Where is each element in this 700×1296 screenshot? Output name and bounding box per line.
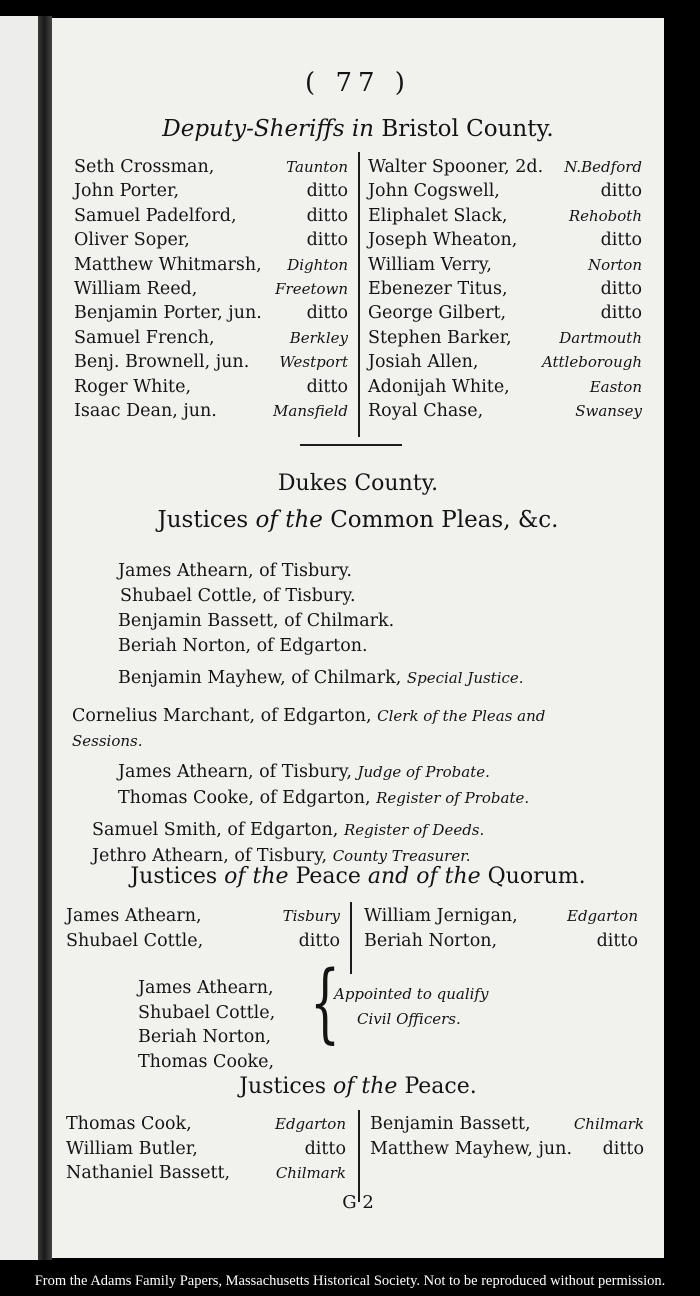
place-name: Taunton — [286, 158, 348, 176]
place-name: ditto — [600, 303, 642, 324]
register-deeds-line — [92, 822, 484, 840]
list-item: Beriah Norton, of Edgarton. — [118, 636, 368, 656]
book-page — [52, 18, 664, 1258]
person-name: Nathaniel Bassett, — [66, 1163, 231, 1183]
register-probate-line — [118, 790, 529, 808]
person-name: Beriah Norton, — [364, 930, 498, 951]
person-name: Roger White, — [74, 376, 192, 397]
person-name: Josiah Allen, — [368, 352, 479, 373]
table-row — [52, 277, 664, 301]
list-item: Shubael Cottle, of Tisbury. — [120, 586, 356, 606]
table-row — [52, 1137, 664, 1161]
person-name: Matthew Mayhew, jun. — [370, 1138, 573, 1159]
copyright-footer: From the Adams Family Papers, Massachusetts Historical Society. Not to be reproduced without permission. — [0, 1266, 700, 1296]
place-name: Edgarton — [567, 907, 638, 925]
person-name: Samuel French, — [74, 327, 215, 348]
book-gutter — [38, 16, 52, 1260]
person-name: James Athearn, of Tisbury, — [118, 762, 352, 782]
person-name: Samuel Padelford, — [74, 205, 237, 226]
county-heading: Dukes County. — [277, 471, 439, 496]
list-item: Thomas Cooke, — [138, 1051, 275, 1072]
person-name: Shubael Cottle, — [66, 930, 204, 951]
appointed-note: Appointed to qualify — [334, 985, 489, 1003]
peace-heading — [52, 1076, 664, 1098]
table-row — [52, 1112, 664, 1136]
curly-brace: { — [310, 953, 341, 1053]
place-name: ditto — [600, 230, 642, 251]
heading-word: Justices — [130, 864, 218, 889]
person-name: Cornelius Marchant, of Edgarton, — [72, 706, 372, 726]
heading-word: and of the — [367, 864, 481, 889]
table-row — [52, 399, 664, 423]
person-name: Walter Spooner, 2d. — [368, 157, 544, 177]
common-pleas-heading — [52, 509, 664, 532]
place-name: Mansfield — [273, 402, 348, 420]
person-name: George Gilbert, — [368, 303, 507, 324]
place-name: Edgarton — [275, 1115, 346, 1133]
place-name: Freetown — [275, 280, 348, 298]
person-name: Benj. Brownell, jun. — [74, 352, 250, 373]
list-item: Beriah Norton, — [138, 1027, 272, 1047]
person-name: William Jernigan, — [364, 906, 518, 926]
person-name: William Reed, — [74, 279, 198, 299]
heading-word: Common Pleas, &c. — [330, 507, 559, 533]
office-title: Judge of Probate. — [357, 763, 490, 781]
office-title: County Treasurer. — [332, 847, 471, 865]
judge-probate-line — [118, 764, 490, 782]
place-name: ditto — [600, 181, 642, 202]
person-name: John Cogswell, — [368, 181, 500, 202]
heading-word: Justices — [157, 507, 249, 533]
table-row — [52, 929, 664, 953]
heading-word: Peace — [295, 864, 361, 889]
heading-word: of the — [224, 864, 289, 889]
person-name: Samuel Smith, of Edgarton, — [92, 820, 339, 840]
place-name: Tisbury — [282, 907, 340, 925]
place-name: Easton — [589, 377, 642, 396]
table-row — [52, 904, 664, 928]
person-name: Ebenezer Titus, — [368, 279, 508, 299]
place-name: Chilmark — [573, 1115, 644, 1133]
office-title: Sessions. — [72, 732, 143, 750]
place-name: ditto — [306, 230, 348, 251]
person-name: Adonijah White, — [368, 376, 510, 397]
table-row — [52, 179, 664, 203]
place-name: Chilmark — [275, 1164, 346, 1182]
heading-word: of the — [255, 507, 323, 533]
heading-word: Quorum. — [487, 864, 586, 889]
office-title: Register of Deeds. — [343, 821, 485, 839]
clerk-line — [72, 708, 545, 726]
office-title: Special Justice. — [406, 669, 524, 687]
place-name: Attleborough — [541, 353, 642, 372]
treasurer-line — [92, 848, 471, 866]
person-name: Stephen Barker, — [368, 327, 512, 348]
person-name: John Porter, — [74, 181, 180, 202]
table-row — [52, 326, 664, 350]
section-title-deputy-sheriffs — [52, 118, 664, 141]
person-name: William Butler, — [66, 1138, 198, 1159]
place-name: ditto — [600, 279, 642, 299]
place-name: Swansey — [575, 402, 642, 420]
table-row — [52, 204, 664, 228]
title-roman: Bristol County. — [381, 116, 554, 142]
person-name: William Verry, — [368, 254, 492, 275]
person-name: Jethro Athearn, of Tisbury, — [92, 846, 328, 866]
place-name: ditto — [596, 930, 638, 951]
place-name: ditto — [304, 1138, 346, 1159]
page-number: ( 77 ) — [305, 68, 411, 98]
person-name: Benjamin Mayhew, of Chilmark, — [118, 668, 402, 688]
table-row — [52, 155, 664, 179]
table-row — [52, 350, 664, 374]
place-name: ditto — [298, 930, 340, 951]
person-name: Benjamin Porter, jun. — [74, 303, 262, 324]
place-name: Berkley — [289, 328, 348, 347]
section-rule — [300, 444, 402, 446]
signature-mark: G 2 — [342, 1192, 374, 1213]
place-name: ditto — [602, 1138, 644, 1159]
list-item: Shubael Cottle, — [138, 1002, 276, 1023]
person-name: Thomas Cook, — [66, 1114, 192, 1134]
table-row — [52, 228, 664, 252]
table-row — [52, 375, 664, 399]
place-name: ditto — [306, 181, 348, 202]
place-name: ditto — [306, 376, 348, 397]
table-row — [52, 301, 664, 325]
person-name: Isaac Dean, jun. — [74, 401, 217, 421]
table-row — [52, 253, 664, 277]
place-name: Rehoboth — [568, 206, 642, 225]
office-title: Clerk of the Pleas and — [377, 707, 546, 725]
person-name: Benjamin Bassett, — [370, 1114, 531, 1134]
person-name: Matthew Whitmarsh, — [74, 254, 262, 275]
place-name: N.Bedford — [564, 158, 642, 176]
place-name: ditto — [306, 205, 348, 226]
table-row — [52, 1161, 664, 1185]
quorum-heading — [52, 866, 664, 888]
facing-page-edge — [0, 16, 38, 1260]
place-name: Westport — [279, 353, 348, 372]
person-name: Eliphalet Slack, — [368, 205, 508, 226]
person-name: Oliver Soper, — [74, 230, 190, 251]
place-name: Norton — [587, 255, 642, 274]
list-item: Benjamin Bassett, of Chilmark. — [118, 611, 395, 631]
list-item: James Athearn, of Tisbury. — [118, 561, 352, 581]
person-name: James Athearn, — [66, 906, 202, 926]
special-justice-line — [118, 670, 524, 688]
person-name: Seth Crossman, — [74, 157, 215, 177]
heading-word: Peace. — [404, 1074, 477, 1099]
person-name: Royal Chase, — [368, 401, 484, 421]
title-italic: Deputy-Sheriffs in — [162, 116, 374, 142]
heading-word: of the — [333, 1074, 398, 1099]
place-name: Dartmouth — [559, 328, 642, 347]
list-item: James Athearn, — [138, 978, 274, 998]
place-name: ditto — [306, 303, 348, 324]
appointed-note: Civil Officers. — [357, 1010, 461, 1028]
clerk-line-cont — [72, 733, 143, 751]
heading-word: Justices — [239, 1074, 327, 1099]
person-name: Joseph Wheaton, — [368, 230, 518, 251]
office-title: Register of Probate. — [376, 789, 530, 807]
person-name: Thomas Cooke, of Edgarton, — [118, 788, 371, 808]
place-name: Dighton — [287, 255, 348, 274]
